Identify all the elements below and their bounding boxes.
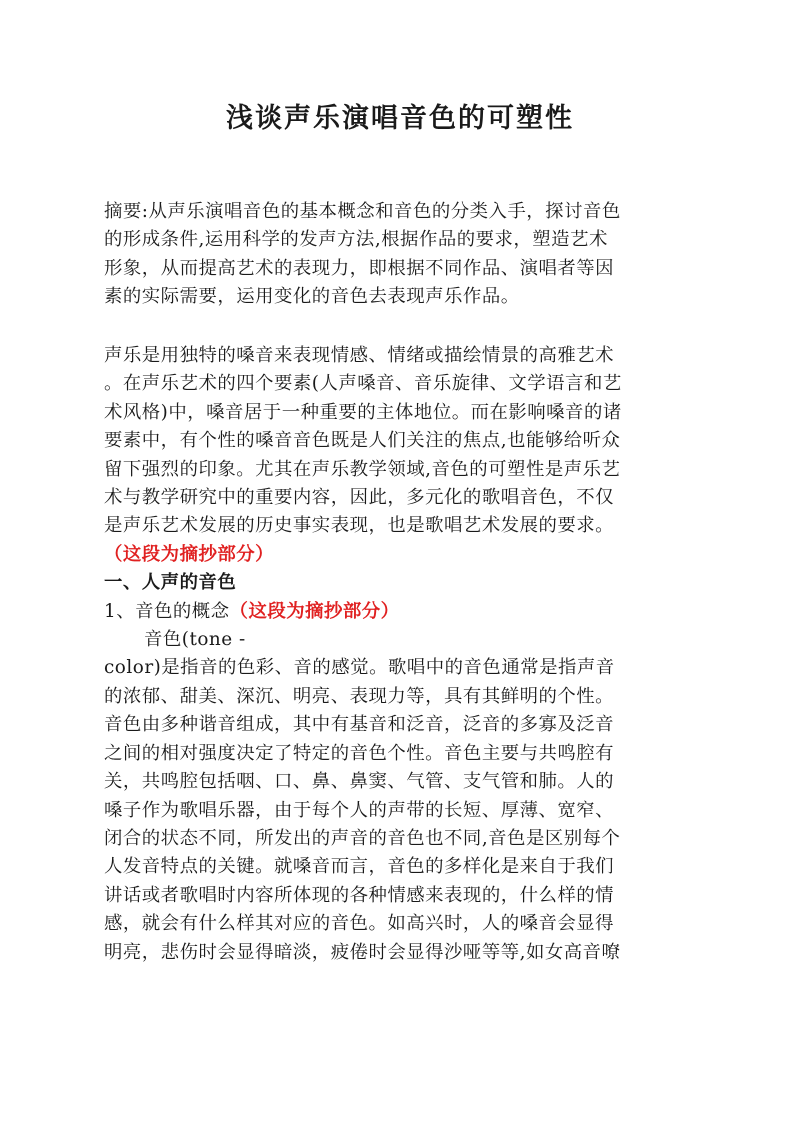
abstract-line: 的形成条件,运用科学的发声方法,根据作品的要求，塑造艺术: [104, 229, 608, 251]
document-title: 浅谈声乐演唱音色的可塑性: [226, 103, 574, 134]
body-line: 明亮，悲伤时会显得暗淡，疲倦时会显得沙哑等等,如女高音嘹: [104, 941, 621, 963]
body-line: 人发音特点的关键。就嗓音而言，音色的多样化是来自于我们: [104, 856, 615, 878]
intro-line: 声乐是用独特的嗓音来表现情感、情绪或描绘情景的高雅艺术: [104, 345, 615, 366]
intro-line: 术风格)中，嗓音居于一种重要的主体地位。而在影响嗓音的诸: [104, 401, 622, 423]
body-first-line: 音色(tone -: [144, 629, 246, 651]
body-line: 音色由多种谐音组成，其中有基音和泛音，泛音的多寡及泛音: [104, 714, 615, 736]
body-line: 讲话或者歌唱时内容所体现的各种情感来表现的，什么样的情: [104, 884, 615, 906]
intro-line: 留下强烈的印象。尤其在声乐教学领域,音色的可塑性是声乐艺: [104, 458, 621, 480]
subsection-label: 1、音色的概念: [104, 600, 230, 622]
excerpt-note: （这段为摘抄部分）: [229, 600, 400, 622]
body-line: 闭合的状态不同，所发出的声音的音色也不同,音色是区别每个: [104, 827, 621, 849]
abstract-line: 素的实际需要，运用变化的音色去表现声乐作品。: [104, 286, 520, 308]
intro-line: 要素中，有个性的嗓音音色既是人们关注的焦点,也能够给听众: [104, 430, 621, 452]
intro-paragraph: [104, 342, 704, 967]
subsection-heading: [104, 598, 704, 626]
intro-line: 术与教学研究中的重要内容，因此，多元化的歌唱音色，不仅: [104, 487, 615, 509]
excerpt-note: （这段为摘抄部分）: [104, 543, 275, 565]
body-line: 嗓子作为歌唱乐器，由于每个人的声带的长短、厚薄、宽窄、: [104, 799, 615, 821]
body-line: 关，共鸣腔包括咽、口、鼻、鼻窦、气管、支气管和肺。人的: [104, 771, 615, 793]
intro-line: 。在声乐艺术的四个要素(人声嗓音、音乐旋律、文学语言和艺: [104, 373, 622, 395]
body-line: color)是指音的色彩、音的感觉。歌唱中的音色通常是指声音: [104, 657, 615, 679]
body-line: 感，就会有什么样其对应的音色。如高兴时，人的嗓音会显得: [104, 913, 615, 935]
body-line: 之间的相对强度决定了特定的音色个性。音色主要与共鸣腔有: [104, 742, 615, 764]
abstract-line: 摘要:从声乐演唱音色的基本概念和音色的分类入手，探讨音色: [104, 201, 621, 222]
abstract-paragraph: [104, 198, 704, 312]
intro-line: 是声乐艺术发展的历史事实表现，也是歌唱艺术发展的要求。: [104, 515, 615, 537]
abstract-line: 形象，从而提高艺术的表现力，即根据不同作品、演唱者等因: [104, 257, 615, 279]
section-heading: 一、人声的音色: [104, 572, 237, 594]
body-line: 的浓郁、甜美、深沉、明亮、表现力等，具有其鲜明的个性。: [104, 685, 615, 707]
